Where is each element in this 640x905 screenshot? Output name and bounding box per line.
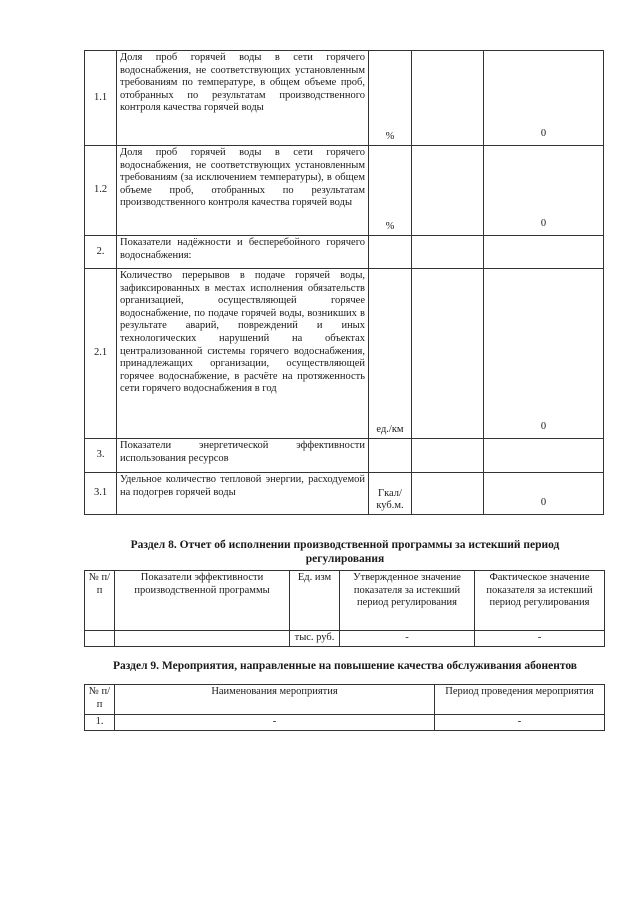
indicator-text: Доля проб горячей воды в сети горячего водоснабжения, не соответствующих установленным требованиям (за исключением температуры), в общем объеме проб, отобранных по результатам производственного контроля качества горячей воды	[117, 146, 369, 236]
unit-cell: ед./км	[369, 269, 412, 439]
planned-value	[412, 146, 484, 236]
header-num: № п/п	[85, 685, 115, 715]
actual-value	[484, 236, 604, 269]
table-row	[85, 51, 604, 146]
unit-cell	[369, 236, 412, 269]
table-row	[85, 146, 604, 236]
header-name: Наименования мероприятия	[115, 685, 435, 715]
indicators-table	[84, 50, 604, 515]
header-period: Период проведения мероприятия	[435, 685, 605, 715]
header-actual: Фактическое значение показателя за истекший период регулирования	[475, 571, 605, 631]
section-8-title: Раздел 8. Отчет об исполнении производственной программы за истекший период регулирования	[130, 539, 560, 565]
section-9-table	[84, 684, 605, 731]
approved-value: -	[340, 631, 475, 647]
unit-cell: %	[369, 51, 412, 146]
table-header-row	[85, 685, 605, 715]
measure-period: -	[435, 715, 605, 731]
table-header-row	[85, 571, 605, 631]
table-row	[85, 715, 605, 731]
row-number: 3.	[85, 439, 117, 473]
unit-cell	[369, 439, 412, 473]
row-number: 3.1	[85, 473, 117, 515]
planned-value	[412, 269, 484, 439]
row-number: 2.1	[85, 269, 117, 439]
table-row	[85, 439, 604, 473]
actual-value: 0	[484, 51, 604, 146]
table-row	[85, 236, 604, 269]
indicator-text: Доля проб горячей воды в сети горячего водоснабжения, не соответствующих установленным требованиям по температуре, в общем объеме проб, отобранных по результатам производственного контроля качества горячей воды	[117, 51, 369, 146]
actual-value: 0	[484, 146, 604, 236]
row-number: 1.	[85, 715, 115, 731]
unit-cell: тыс. руб.	[290, 631, 340, 647]
indicator-text	[115, 631, 290, 647]
planned-value	[412, 473, 484, 515]
planned-value	[412, 236, 484, 269]
row-number: 2.	[85, 236, 117, 269]
actual-value: -	[475, 631, 605, 647]
header-indicator: Показатели эффективности производственной программы	[115, 571, 290, 631]
actual-value: 0	[484, 473, 604, 515]
row-number	[85, 631, 115, 647]
row-number: 1.2	[85, 146, 117, 236]
indicator-text: Количество перерывов в подаче горячей воды, зафиксированных в местах исполнения обязательств организацией, осуществляющей горячее водоснабжение, по подаче горячей воды, возникших в результате аварий, повреждений и иных технологических нарушений на объектах централизованной системы горячего водоснабжения, принадлежащих организации, осуществляющей горячее водоснабжение, в расчёте на протяженность сети горячего водоснабжения в год	[117, 269, 369, 439]
indicator-text: Показатели энергетической эффективности использования ресурсов	[117, 439, 369, 473]
header-approved: Утвержденное значение показателя за истекший период регулирования	[340, 571, 475, 631]
actual-value	[484, 439, 604, 473]
table-row	[85, 631, 605, 647]
table-row	[85, 269, 604, 439]
header-unit: Ед. изм	[290, 571, 340, 631]
measure-name: -	[115, 715, 435, 731]
planned-value	[412, 51, 484, 146]
unit-cell: %	[369, 146, 412, 236]
indicator-text: Показатели надёжности и бесперебойного горячего водоснабжения:	[117, 236, 369, 269]
actual-value: 0	[484, 269, 604, 439]
section-8-table	[84, 570, 605, 647]
indicator-text: Удельное количество тепловой энергии, расходуемой на подогрев горячей воды	[117, 473, 369, 515]
header-num: № п/п	[85, 571, 115, 631]
planned-value	[412, 439, 484, 473]
unit-cell: Гкал/ куб.м.	[369, 473, 412, 515]
table-row	[85, 473, 604, 515]
row-number: 1.1	[85, 51, 117, 146]
section-9-title: Раздел 9. Мероприятия, направленные на повышение качества обслуживания абонентов	[112, 660, 577, 672]
